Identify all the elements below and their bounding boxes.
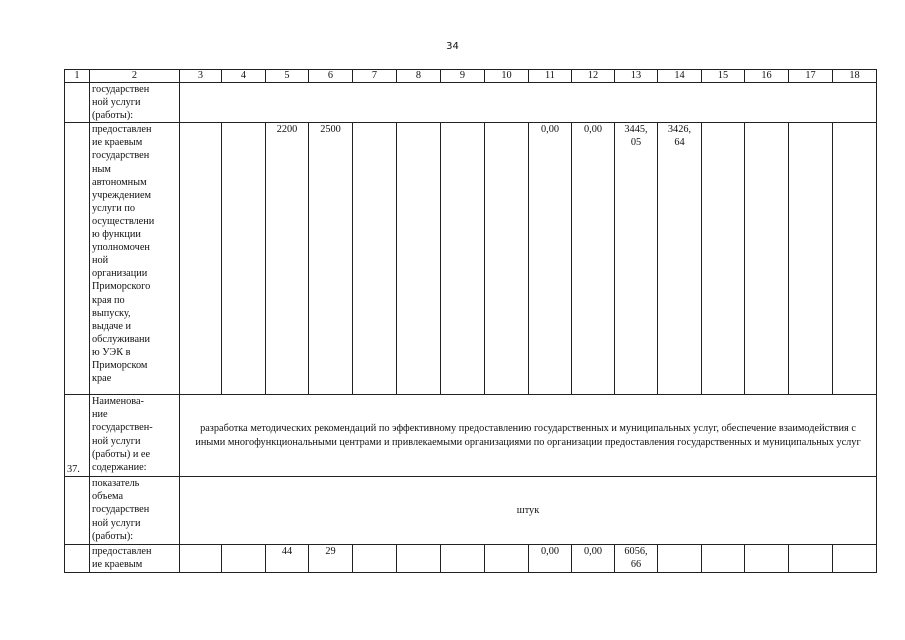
value-cell: 0,00 [529,545,572,573]
page-number: 34 [446,41,459,52]
header-cell: 5 [266,70,309,83]
header-cell: 3 [180,70,222,83]
row-label: Наименова- ние государствен- ной услуги (работы) и ее содержание: [90,395,180,477]
service-description: разработка методических рекомендаций по эффективному предоставлению государственных и муниципальных услуг, обеспечение взаимодействия с иными многофункциональными центрами и привлекаемыми организациями по организации предоставления государственных и муниципальных услуг [180,395,877,477]
value-cell: 0,00 [529,123,572,395]
value-cell: 29 [309,545,353,573]
value-cell: 0,00 [572,123,615,395]
row-label: показатель объема государствен ной услуги (работы): [90,477,180,545]
row-label: предоставлен ие краевым государствен ным автономным учреждением услуги по осуществлени ю функции уполномочен ной организации Приморского края по выпуску, выдаче и обслуживани ю УЭК в Приморском крае [90,123,180,395]
header-cell: 12 [572,70,615,83]
header-cell: 18 [833,70,877,83]
header-cell: 6 [309,70,353,83]
header-cell: 14 [658,70,702,83]
unit-label: штук [180,477,877,545]
header-cell: 4 [222,70,266,83]
header-cell: 15 [702,70,745,83]
header-cell: 2 [90,70,180,83]
header-cell: 17 [789,70,833,83]
value-cell: 6056, 66 [615,545,658,573]
table-row [65,545,877,573]
header-cell: 13 [615,70,658,83]
value-cell: 2200 [266,123,309,395]
header-cell: 16 [745,70,789,83]
row-number: 37. [65,395,90,477]
value-cell: 2500 [309,123,353,395]
value-cell: 3445, 05 [615,123,658,395]
header-cell: 7 [353,70,397,83]
header-row [65,70,877,83]
table-row [65,123,877,395]
table-row [65,83,877,123]
header-cell: 1 [65,70,90,83]
table-row [65,395,877,477]
header-cell: 11 [529,70,572,83]
budget-table [64,69,877,573]
header-cell: 8 [397,70,441,83]
row-label: предоставлен ие краевым [90,545,180,573]
value-cell: 44 [266,545,309,573]
row-label: государствен ной услуги (работы): [90,83,180,123]
header-cell: 10 [485,70,529,83]
value-cell: 3426, 64 [658,123,702,395]
header-cell: 9 [441,70,485,83]
value-cell: 0,00 [572,545,615,573]
table-row [65,477,877,545]
